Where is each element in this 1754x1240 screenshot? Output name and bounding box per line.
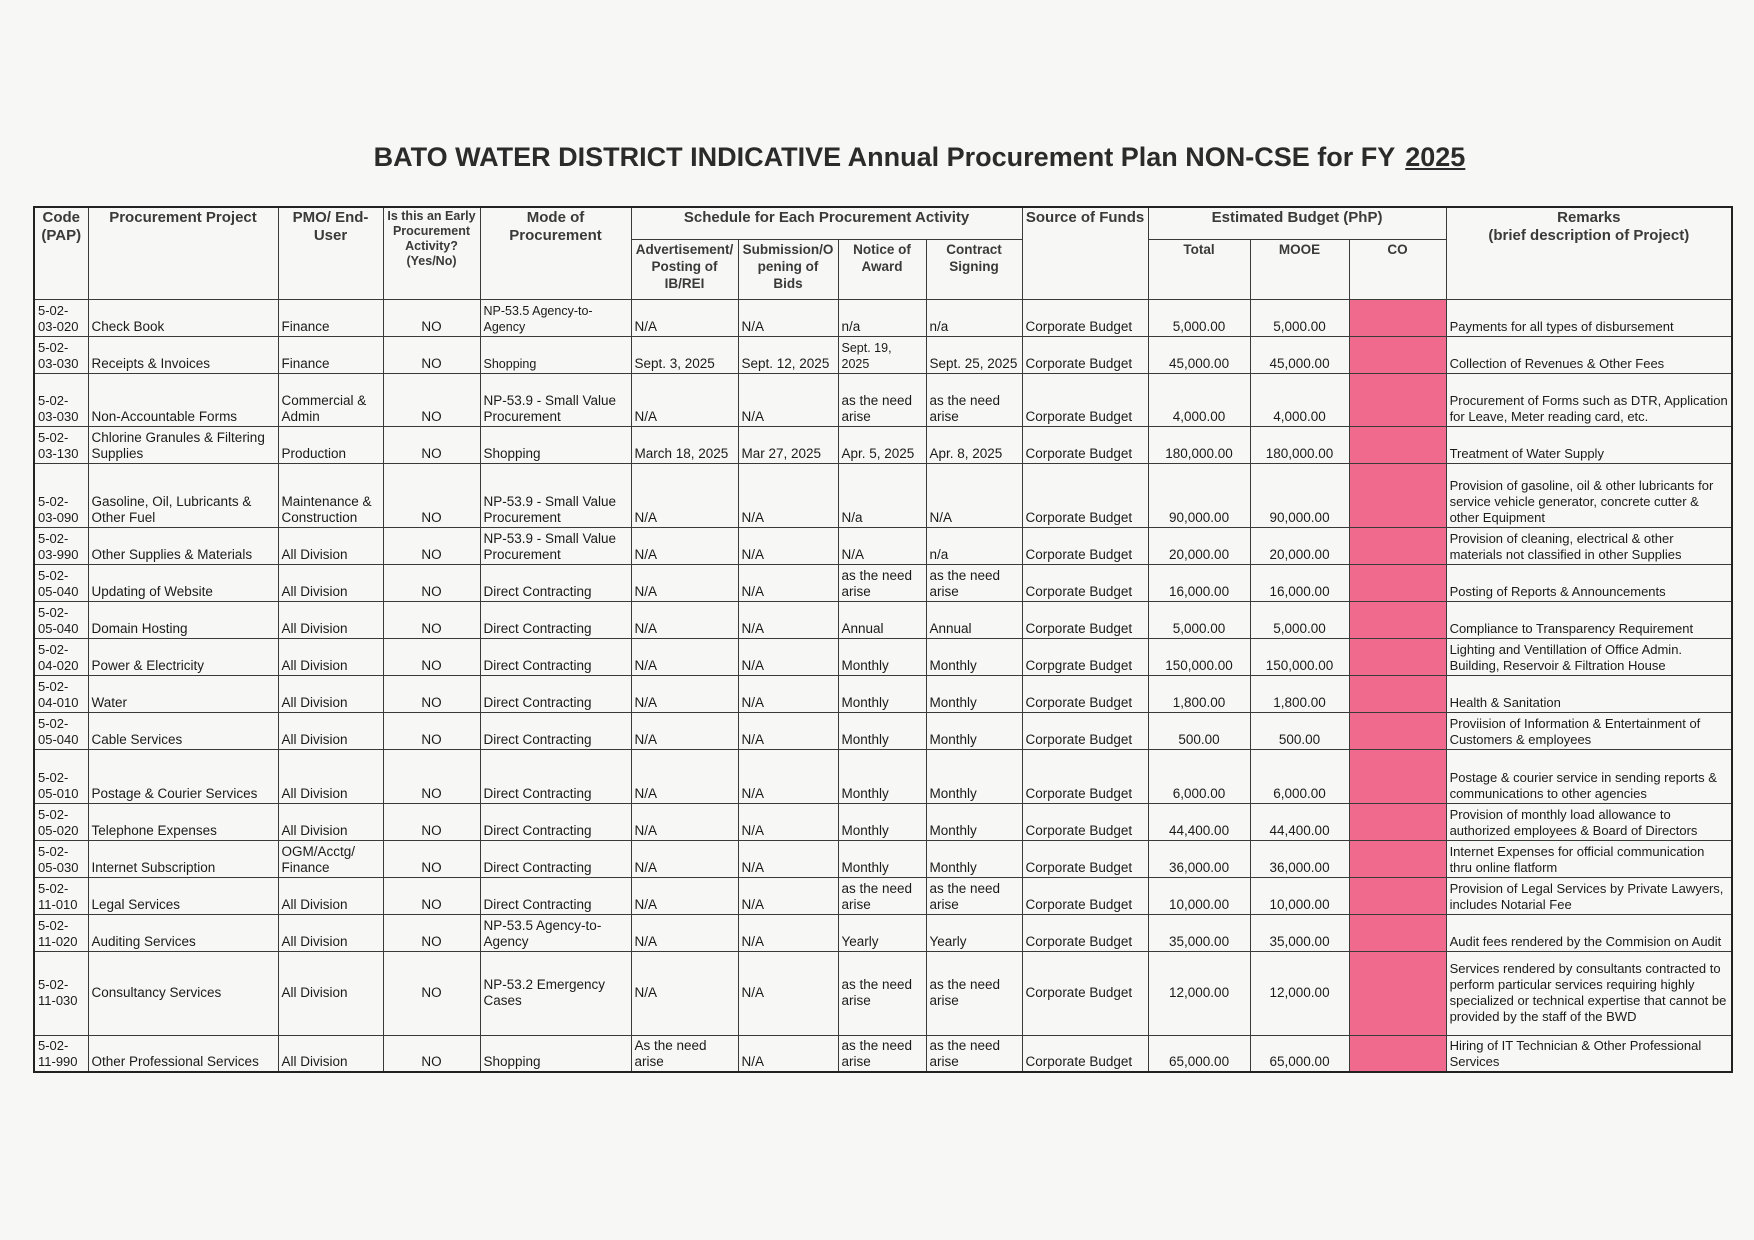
cell-co xyxy=(1349,675,1446,712)
cell-contract: Apr. 8, 2025 xyxy=(926,426,1022,463)
cell-remarks: Collection of Revenues & Other Fees xyxy=(1446,336,1732,373)
cell-co xyxy=(1349,951,1446,1035)
cell-mode: Shopping xyxy=(480,336,631,373)
table-row xyxy=(34,336,1732,373)
cell-mode: Direct Contracting xyxy=(480,638,631,675)
cell-submission: N/A xyxy=(738,299,838,336)
cell-contract: Yearly xyxy=(926,914,1022,951)
cell-remarks: Provision of monthly load allowance to authorized employees & Board of Directors xyxy=(1446,803,1732,840)
cell-remarks: Hiring of IT Technician & Other Professional Services xyxy=(1446,1035,1732,1072)
cell-project: Check Book xyxy=(88,299,278,336)
cell-mooe: 36,000.00 xyxy=(1250,840,1349,877)
cell-mooe: 1,800.00 xyxy=(1250,675,1349,712)
header-budget: Estimated Budget (PhP) xyxy=(1148,207,1446,239)
cell-advert: As the need arise xyxy=(631,1035,738,1072)
cell-total: 16,000.00 xyxy=(1148,564,1250,601)
cell-submission: N/A xyxy=(738,564,838,601)
cell-notice: Monthly xyxy=(838,840,926,877)
header-project: Procurement Project xyxy=(88,207,278,299)
cell-advert: Sept. 3, 2025 xyxy=(631,336,738,373)
cell-mooe: 500.00 xyxy=(1250,712,1349,749)
cell-total: 90,000.00 xyxy=(1148,463,1250,527)
cell-pmo: All Division xyxy=(278,638,383,675)
cell-co xyxy=(1349,601,1446,638)
cell-mode: NP-53.9 - Small Value Procurement xyxy=(480,463,631,527)
cell-submission: N/A xyxy=(738,1035,838,1072)
header-remarks-title: Remarks xyxy=(1557,209,1621,226)
table-row xyxy=(34,840,1732,877)
cell-submission: N/A xyxy=(738,877,838,914)
cell-submission: N/A xyxy=(738,373,838,426)
cell-contract: Monthly xyxy=(926,803,1022,840)
cell-remarks: Posting of Reports & Announcements xyxy=(1446,564,1732,601)
cell-notice: Monthly xyxy=(838,712,926,749)
cell-contract: Sept. 25, 2025 xyxy=(926,336,1022,373)
cell-mooe: 45,000.00 xyxy=(1250,336,1349,373)
cell-notice: n/a xyxy=(838,299,926,336)
cell-mode: Shopping xyxy=(480,426,631,463)
cell-project: Other Professional Services xyxy=(88,1035,278,1072)
cell-mooe: 12,000.00 xyxy=(1250,951,1349,1035)
cell-source: Corporate Budget xyxy=(1022,373,1148,426)
cell-code: 5-02-05-010 xyxy=(34,749,88,803)
table-row xyxy=(34,712,1732,749)
cell-notice: N/A xyxy=(838,527,926,564)
cell-code: 5-02-11-010 xyxy=(34,877,88,914)
cell-co xyxy=(1349,336,1446,373)
cell-remarks: Audit fees rendered by the Commision on Audit xyxy=(1446,914,1732,951)
cell-contract: as the need arise xyxy=(926,373,1022,426)
cell-source: Corporate Budget xyxy=(1022,840,1148,877)
page-title xyxy=(0,142,1754,173)
cell-co xyxy=(1349,877,1446,914)
table-row xyxy=(34,675,1732,712)
cell-advert: March 18, 2025 xyxy=(631,426,738,463)
header-schedule: Schedule for Each Procurement Activity xyxy=(631,207,1022,239)
cell-advert: N/A xyxy=(631,749,738,803)
cell-notice: as the need arise xyxy=(838,951,926,1035)
cell-co xyxy=(1349,527,1446,564)
cell-project: Power & Electricity xyxy=(88,638,278,675)
cell-total: 12,000.00 xyxy=(1148,951,1250,1035)
cell-co xyxy=(1349,749,1446,803)
cell-submission: N/A xyxy=(738,675,838,712)
cell-pmo: Maintenance & Construction xyxy=(278,463,383,527)
cell-early: NO xyxy=(383,601,480,638)
cell-early: NO xyxy=(383,299,480,336)
cell-total: 20,000.00 xyxy=(1148,527,1250,564)
cell-mode: Direct Contracting xyxy=(480,564,631,601)
table-row xyxy=(34,1035,1732,1072)
cell-total: 10,000.00 xyxy=(1148,877,1250,914)
table-row xyxy=(34,463,1732,527)
cell-submission: N/A xyxy=(738,463,838,527)
cell-mode: Direct Contracting xyxy=(480,712,631,749)
cell-mooe: 10,000.00 xyxy=(1250,877,1349,914)
cell-remarks: Health & Sanitation xyxy=(1446,675,1732,712)
cell-source: Corporate Budget xyxy=(1022,803,1148,840)
cell-remarks: Payments for all types of disbursement xyxy=(1446,299,1732,336)
header-mooe: MOOE xyxy=(1250,239,1349,299)
cell-co xyxy=(1349,426,1446,463)
cell-notice: Monthly xyxy=(838,749,926,803)
cell-early: NO xyxy=(383,951,480,1035)
cell-code: 5-02-05-020 xyxy=(34,803,88,840)
cell-project: Consultancy Services xyxy=(88,951,278,1035)
cell-submission: N/A xyxy=(738,840,838,877)
cell-early: NO xyxy=(383,803,480,840)
cell-contract: Monthly xyxy=(926,675,1022,712)
cell-co xyxy=(1349,914,1446,951)
table-row xyxy=(34,426,1732,463)
header-co: CO xyxy=(1349,239,1446,299)
cell-co xyxy=(1349,638,1446,675)
cell-remarks: Services rendered by consultants contracted to perform particular services requiring highly specialized or technical expertise that cannot be provided by the staff of the BWD xyxy=(1446,951,1732,1035)
cell-early: NO xyxy=(383,638,480,675)
cell-notice: Monthly xyxy=(838,803,926,840)
cell-pmo: All Division xyxy=(278,712,383,749)
cell-source: Corporate Budget xyxy=(1022,601,1148,638)
cell-code: 5-02-05-040 xyxy=(34,712,88,749)
cell-submission: N/A xyxy=(738,527,838,564)
cell-remarks: Proviision of Information & Entertainment of Customers & employees xyxy=(1446,712,1732,749)
cell-pmo: Production xyxy=(278,426,383,463)
cell-advert: N/A xyxy=(631,877,738,914)
table-row xyxy=(34,527,1732,564)
header-advertisement: Advertisement/ Posting of IB/REI xyxy=(631,239,738,299)
cell-code: 5-02-03-990 xyxy=(34,527,88,564)
header-code: Code (PAP) xyxy=(34,207,88,299)
cell-project: Domain Hosting xyxy=(88,601,278,638)
table-row xyxy=(34,373,1732,426)
cell-code: 5-02-05-040 xyxy=(34,564,88,601)
cell-advert: N/A xyxy=(631,373,738,426)
table-row xyxy=(34,601,1732,638)
cell-total: 500.00 xyxy=(1148,712,1250,749)
cell-advert: N/A xyxy=(631,840,738,877)
cell-early: NO xyxy=(383,675,480,712)
cell-total: 180,000.00 xyxy=(1148,426,1250,463)
cell-source: Corporate Budget xyxy=(1022,1035,1148,1072)
cell-total: 36,000.00 xyxy=(1148,840,1250,877)
cell-project: Water xyxy=(88,675,278,712)
title-text: BATO WATER DISTRICT INDICATIVE Annual Procurement Plan NON-CSE for FY xyxy=(373,142,1396,172)
cell-pmo: Finance xyxy=(278,336,383,373)
cell-total: 5,000.00 xyxy=(1148,299,1250,336)
cell-notice: Apr. 5, 2025 xyxy=(838,426,926,463)
cell-remarks: Lighting and Ventillation of Office Admin. Building, Reservoir & Filtration House xyxy=(1446,638,1732,675)
cell-pmo: All Division xyxy=(278,951,383,1035)
table-row xyxy=(34,803,1732,840)
cell-mooe: 4,000.00 xyxy=(1250,373,1349,426)
cell-advert: N/A xyxy=(631,564,738,601)
cell-project: Other Supplies & Materials xyxy=(88,527,278,564)
cell-notice: as the need arise xyxy=(838,373,926,426)
cell-project: Postage & Courier Services xyxy=(88,749,278,803)
cell-remarks: Provision of cleaning, electrical & other materials not classified in other Supplies xyxy=(1446,527,1732,564)
cell-early: NO xyxy=(383,877,480,914)
cell-co xyxy=(1349,803,1446,840)
table-row xyxy=(34,914,1732,951)
cell-pmo: All Division xyxy=(278,749,383,803)
cell-contract: Monthly xyxy=(926,638,1022,675)
cell-mooe: 180,000.00 xyxy=(1250,426,1349,463)
cell-mooe: 16,000.00 xyxy=(1250,564,1349,601)
cell-total: 5,000.00 xyxy=(1148,601,1250,638)
cell-early: NO xyxy=(383,336,480,373)
cell-mooe: 150,000.00 xyxy=(1250,638,1349,675)
cell-mode: Direct Contracting xyxy=(480,601,631,638)
cell-code: 5-02-03-020 xyxy=(34,299,88,336)
cell-mode: NP-53.5 Agency-to-Agency xyxy=(480,914,631,951)
cell-remarks: Postage & courier service in sending reports & communications to other agencies xyxy=(1446,749,1732,803)
cell-source: Corporate Budget xyxy=(1022,749,1148,803)
cell-advert: N/A xyxy=(631,951,738,1035)
cell-co xyxy=(1349,299,1446,336)
cell-code: 5-02-03-030 xyxy=(34,336,88,373)
cell-early: NO xyxy=(383,564,480,601)
cell-notice: Yearly xyxy=(838,914,926,951)
header-early: Is this an Early Procurement Activity? (Yes/No) xyxy=(383,207,480,299)
header-mode: Mode of Procurement xyxy=(480,207,631,299)
header-total: Total xyxy=(1148,239,1250,299)
cell-contract: Annual xyxy=(926,601,1022,638)
cell-mode: Shopping xyxy=(480,1035,631,1072)
cell-pmo: All Division xyxy=(278,914,383,951)
table-body xyxy=(34,299,1732,1072)
cell-project: Updating of Website xyxy=(88,564,278,601)
cell-contract: Monthly xyxy=(926,749,1022,803)
cell-early: NO xyxy=(383,1035,480,1072)
cell-total: 4,000.00 xyxy=(1148,373,1250,426)
cell-submission: N/A xyxy=(738,712,838,749)
cell-pmo: Commercial & Admin xyxy=(278,373,383,426)
cell-remarks: Treatment of Water Supply xyxy=(1446,426,1732,463)
cell-mode: Direct Contracting xyxy=(480,840,631,877)
table-row xyxy=(34,951,1732,1035)
cell-mode: Direct Contracting xyxy=(480,675,631,712)
cell-early: NO xyxy=(383,426,480,463)
cell-notice: N/a xyxy=(838,463,926,527)
cell-project: Gasoline, Oil, Lubricants & Other Fuel xyxy=(88,463,278,527)
cell-submission: N/A xyxy=(738,601,838,638)
cell-advert: N/A xyxy=(631,675,738,712)
cell-mode: NP-53.9 - Small Value Procurement xyxy=(480,527,631,564)
cell-remarks: Provision of gasoline, oil & other lubricants for service vehicle generator, concrete cutter & other Equipment xyxy=(1446,463,1732,527)
table-row xyxy=(34,299,1732,336)
cell-total: 44,400.00 xyxy=(1148,803,1250,840)
cell-notice: as the need arise xyxy=(838,1035,926,1072)
cell-co xyxy=(1349,712,1446,749)
cell-mode: NP-53.9 - Small Value Procurement xyxy=(480,373,631,426)
cell-total: 35,000.00 xyxy=(1148,914,1250,951)
cell-advert: N/A xyxy=(631,712,738,749)
cell-total: 150,000.00 xyxy=(1148,638,1250,675)
cell-submission: N/A xyxy=(738,951,838,1035)
cell-mode: Direct Contracting xyxy=(480,749,631,803)
cell-remarks: Compliance to Transparency Requirement xyxy=(1446,601,1732,638)
cell-code: 5-02-03-130 xyxy=(34,426,88,463)
cell-submission: N/A xyxy=(738,914,838,951)
cell-notice: as the need arise xyxy=(838,877,926,914)
cell-mode: NP-53.5 Agency-to-Agency xyxy=(480,299,631,336)
cell-source: Corporate Budget xyxy=(1022,877,1148,914)
cell-source: Corporate Budget xyxy=(1022,299,1148,336)
cell-project: Telephone Expenses xyxy=(88,803,278,840)
cell-contract: n/a xyxy=(926,299,1022,336)
cell-early: NO xyxy=(383,749,480,803)
cell-submission: Sept. 12, 2025 xyxy=(738,336,838,373)
cell-total: 65,000.00 xyxy=(1148,1035,1250,1072)
cell-advert: N/A xyxy=(631,527,738,564)
cell-contract: Monthly xyxy=(926,712,1022,749)
cell-code: 5-02-03-090 xyxy=(34,463,88,527)
cell-pmo: All Division xyxy=(278,675,383,712)
cell-code: 5-02-05-040 xyxy=(34,601,88,638)
cell-source: Corporate Budget xyxy=(1022,564,1148,601)
cell-submission: Mar 27, 2025 xyxy=(738,426,838,463)
cell-co xyxy=(1349,840,1446,877)
cell-source: Corporate Budget xyxy=(1022,712,1148,749)
cell-project: Receipts & Invoices xyxy=(88,336,278,373)
cell-total: 6,000.00 xyxy=(1148,749,1250,803)
cell-total: 45,000.00 xyxy=(1148,336,1250,373)
cell-advert: N/A xyxy=(631,463,738,527)
cell-code: 5-02-03-030 xyxy=(34,373,88,426)
cell-source: Corporate Budget xyxy=(1022,426,1148,463)
cell-source: Corporate Budget xyxy=(1022,463,1148,527)
header-source: Source of Funds xyxy=(1022,207,1148,299)
cell-contract: as the need arise xyxy=(926,564,1022,601)
cell-co xyxy=(1349,463,1446,527)
cell-pmo: All Division xyxy=(278,1035,383,1072)
header-notice-of-award: Notice of Award xyxy=(838,239,926,299)
cell-contract: n/a xyxy=(926,527,1022,564)
cell-notice: Monthly xyxy=(838,675,926,712)
table-row xyxy=(34,638,1732,675)
cell-source: Corporate Budget xyxy=(1022,336,1148,373)
cell-mooe: 6,000.00 xyxy=(1250,749,1349,803)
procurement-plan-table xyxy=(33,206,1733,1073)
cell-pmo: All Division xyxy=(278,803,383,840)
cell-advert: N/A xyxy=(631,638,738,675)
header-submission: Submission/O pening of Bids xyxy=(738,239,838,299)
cell-mooe: 5,000.00 xyxy=(1250,601,1349,638)
cell-remarks: Procurement of Forms such as DTR, Application for Leave, Meter reading card, etc. xyxy=(1446,373,1732,426)
cell-notice: Sept. 19, 2025 xyxy=(838,336,926,373)
cell-notice: Annual xyxy=(838,601,926,638)
cell-early: NO xyxy=(383,527,480,564)
cell-code: 5-02-04-020 xyxy=(34,638,88,675)
cell-code: 5-02-04-010 xyxy=(34,675,88,712)
cell-source: Corporate Budget xyxy=(1022,951,1148,1035)
cell-total: 1,800.00 xyxy=(1148,675,1250,712)
cell-mooe: 44,400.00 xyxy=(1250,803,1349,840)
cell-advert: N/A xyxy=(631,914,738,951)
cell-mooe: 90,000.00 xyxy=(1250,463,1349,527)
cell-co xyxy=(1349,373,1446,426)
cell-mode: Direct Contracting xyxy=(480,877,631,914)
cell-project: Internet Subscription xyxy=(88,840,278,877)
cell-code: 5-02-11-030 xyxy=(34,951,88,1035)
cell-project: Legal Services xyxy=(88,877,278,914)
cell-pmo: All Division xyxy=(278,877,383,914)
cell-mode: Direct Contracting xyxy=(480,803,631,840)
cell-notice: Monthly xyxy=(838,638,926,675)
title-year: 2025 xyxy=(1405,142,1466,172)
cell-contract: N/A xyxy=(926,463,1022,527)
cell-co xyxy=(1349,564,1446,601)
cell-code: 5-02-05-030 xyxy=(34,840,88,877)
cell-code: 5-02-11-990 xyxy=(34,1035,88,1072)
table-row xyxy=(34,564,1732,601)
cell-contract: as the need arise xyxy=(926,1035,1022,1072)
cell-contract: Monthly xyxy=(926,840,1022,877)
cell-mode: NP-53.2 Emergency Cases xyxy=(480,951,631,1035)
cell-source: Corporate Budget xyxy=(1022,675,1148,712)
cell-advert: N/A xyxy=(631,601,738,638)
header-remarks-sub: (brief description of Project) xyxy=(1488,227,1690,244)
cell-advert: N/A xyxy=(631,299,738,336)
cell-early: NO xyxy=(383,463,480,527)
cell-code: 5-02-11-020 xyxy=(34,914,88,951)
cell-submission: N/A xyxy=(738,749,838,803)
cell-project: Cable Services xyxy=(88,712,278,749)
cell-project: Non-Accountable Forms xyxy=(88,373,278,426)
cell-early: NO xyxy=(383,373,480,426)
cell-early: NO xyxy=(383,914,480,951)
cell-pmo: All Division xyxy=(278,564,383,601)
cell-source: Corporate Budget xyxy=(1022,914,1148,951)
cell-pmo: All Division xyxy=(278,527,383,564)
cell-pmo: OGM/Acctg/ Finance xyxy=(278,840,383,877)
cell-early: NO xyxy=(383,840,480,877)
cell-mooe: 20,000.00 xyxy=(1250,527,1349,564)
cell-contract: as the need arise xyxy=(926,951,1022,1035)
cell-mooe: 5,000.00 xyxy=(1250,299,1349,336)
cell-contract: as the need arise xyxy=(926,877,1022,914)
cell-source: Corporate Budget xyxy=(1022,527,1148,564)
cell-submission: N/A xyxy=(738,638,838,675)
table-row xyxy=(34,749,1732,803)
cell-notice: as the need arise xyxy=(838,564,926,601)
cell-mooe: 65,000.00 xyxy=(1250,1035,1349,1072)
cell-project: Chlorine Granules & Filtering Supplies xyxy=(88,426,278,463)
cell-advert: N/A xyxy=(631,803,738,840)
cell-co xyxy=(1349,1035,1446,1072)
cell-project: Auditing Services xyxy=(88,914,278,951)
cell-source: Corpgrate Budget xyxy=(1022,638,1148,675)
cell-pmo: Finance xyxy=(278,299,383,336)
cell-submission: N/A xyxy=(738,803,838,840)
header-remarks xyxy=(1446,207,1732,299)
cell-remarks: Internet Expenses for official communication thru online flatform xyxy=(1446,840,1732,877)
cell-remarks: Provision of Legal Services by Private Lawyers, includes Notarial Fee xyxy=(1446,877,1732,914)
header-contract-signing: Contract Signing xyxy=(926,239,1022,299)
cell-early: NO xyxy=(383,712,480,749)
cell-pmo: All Division xyxy=(278,601,383,638)
table-row xyxy=(34,877,1732,914)
header-pmo: PMO/ End-User xyxy=(278,207,383,299)
cell-mooe: 35,000.00 xyxy=(1250,914,1349,951)
